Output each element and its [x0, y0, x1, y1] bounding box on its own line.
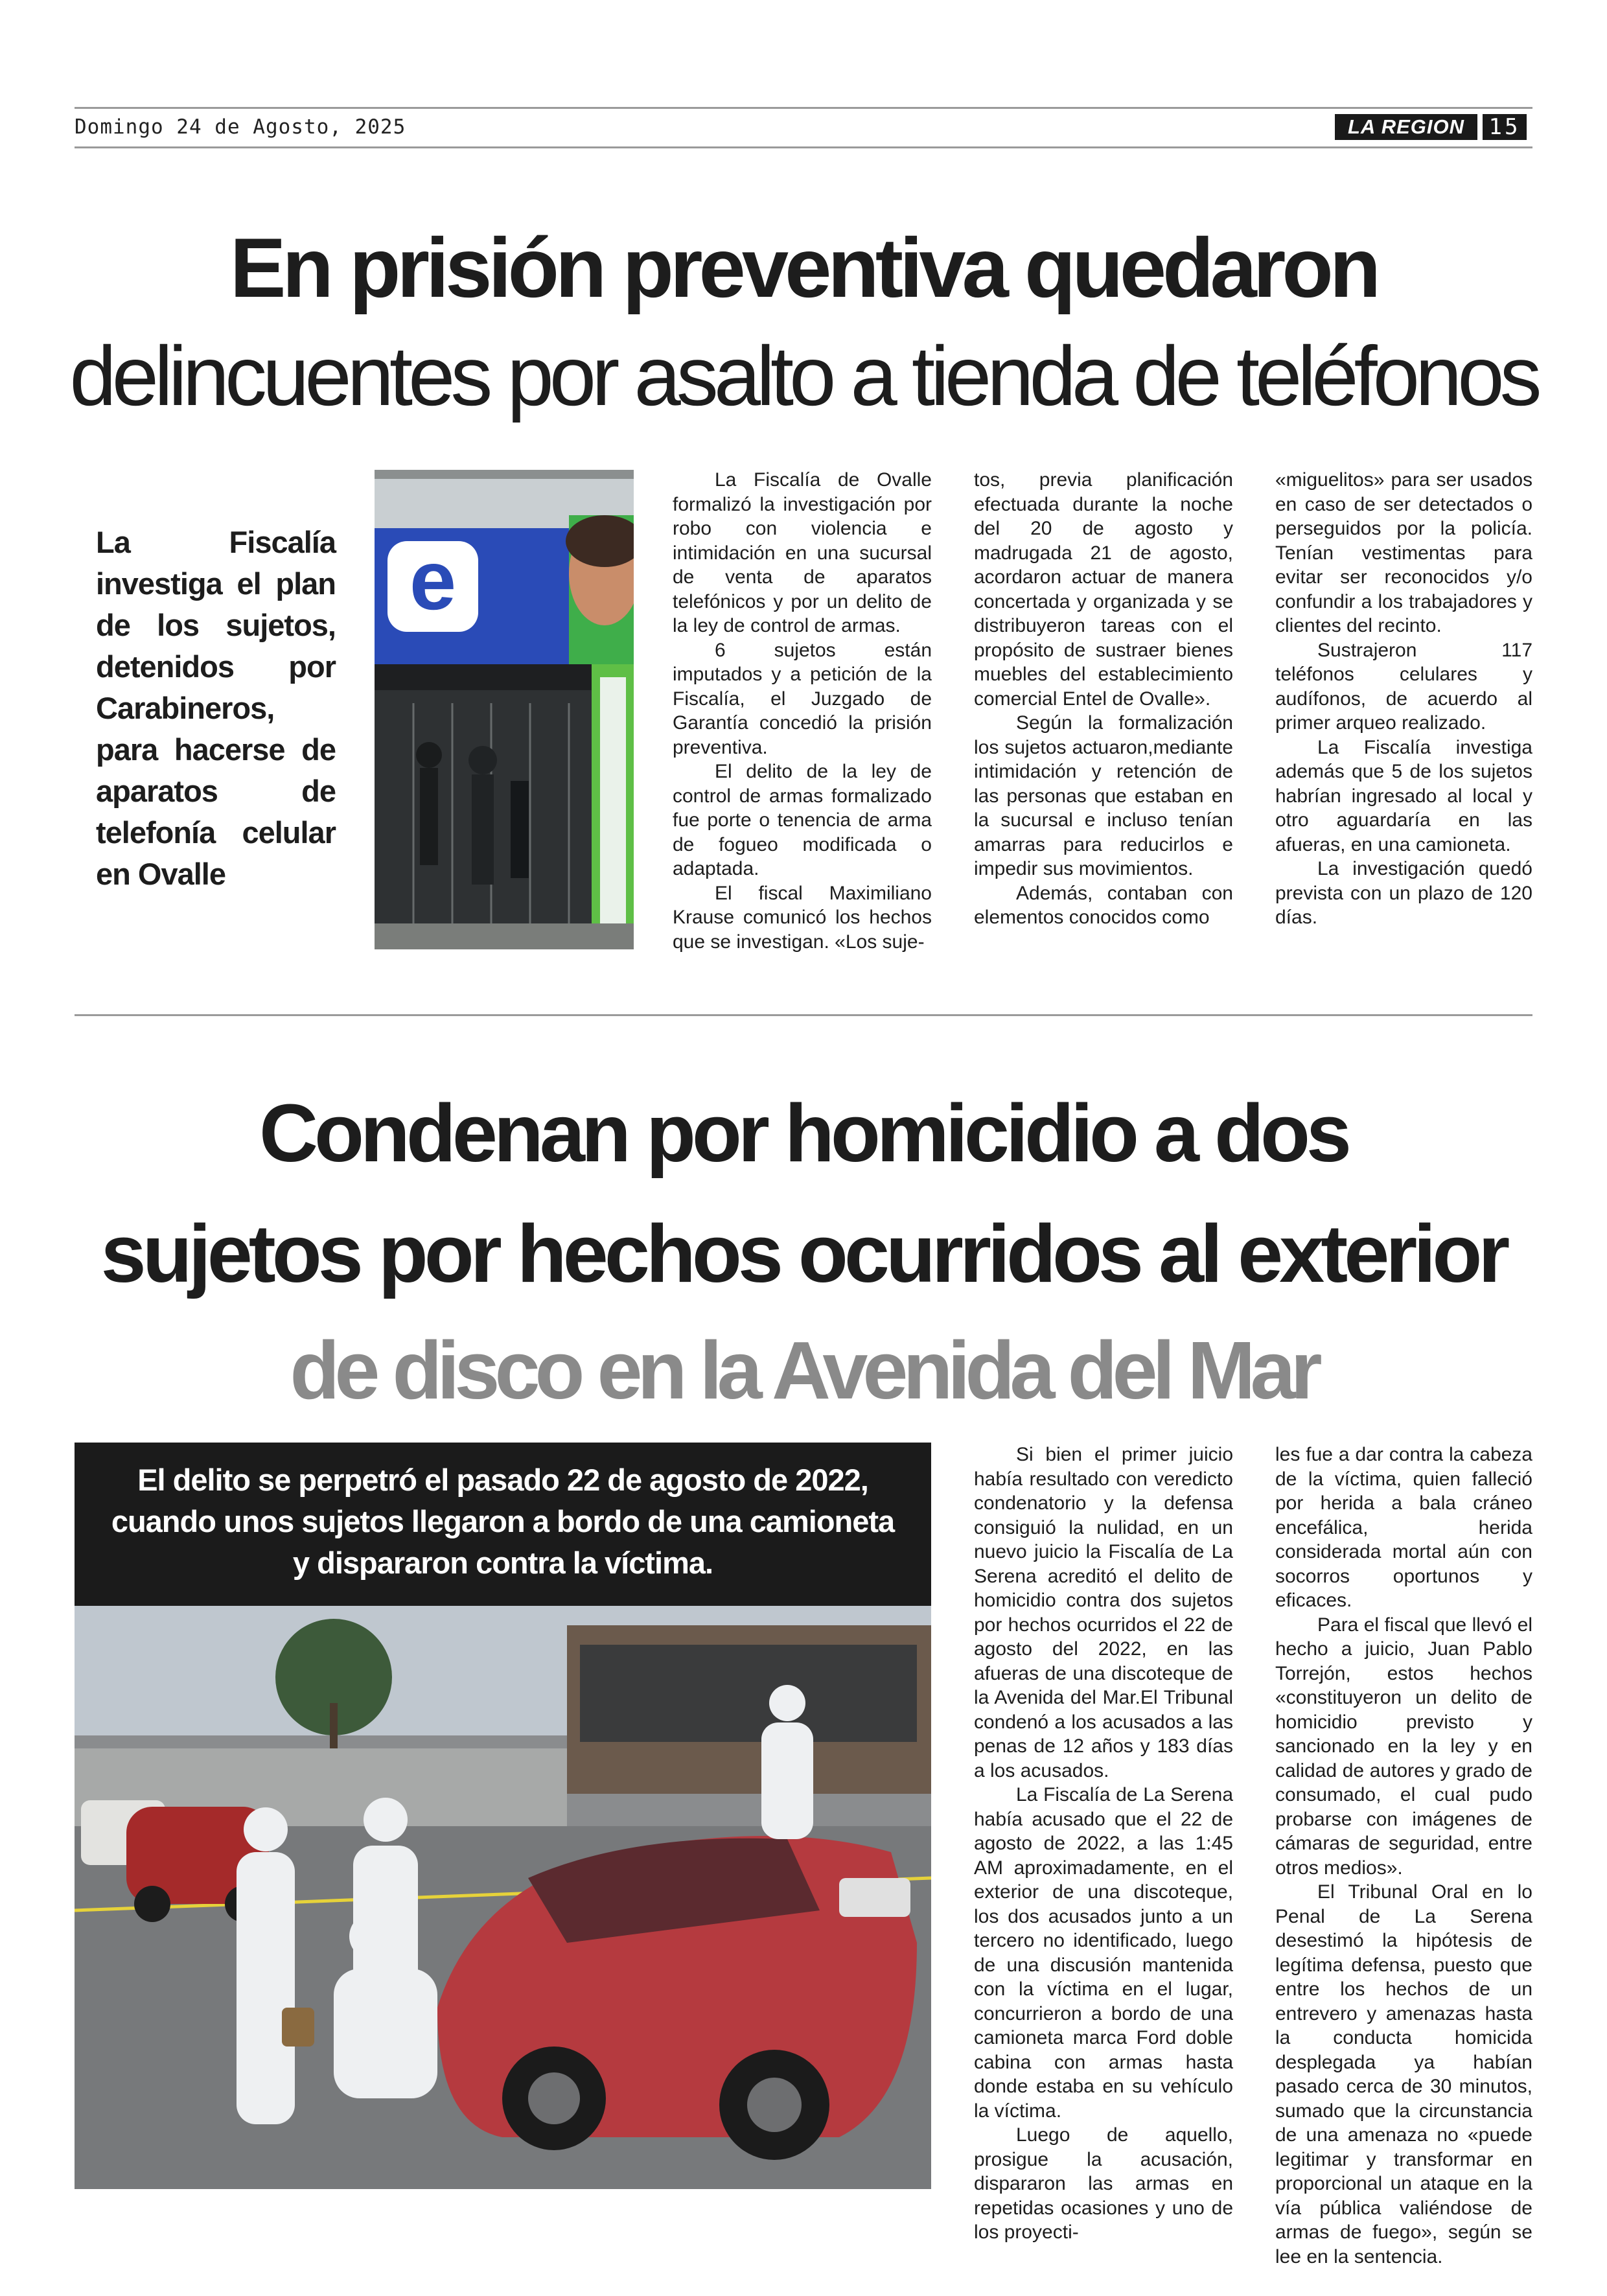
page-number: 15 [1483, 114, 1527, 140]
paragraph: La Fiscalía de La Serena había acusado que el 22 de agosto de 2022, a las 1:45 AM aproximadamente, en el exterior de una discoteque, los dos acusados junto a un tercero no identificado, luego de una discusión mantenida con la víctima en el lugar, concurrieron a bordo de una camioneta marca Ford doble cabina con armas hasta donde estaba en su vehículo la víctima. [974, 1784, 1233, 2122]
newspaper-brand: LA REGION [1335, 114, 1477, 140]
paragraph: «miguelitos» para ser usados en caso de ser detectados o perseguidos por la policía. Tenían vestimentas para evitar ser reconocidos y/o confundir a los trabajadores y clientes del recinto. [1275, 469, 1532, 636]
paragraph: El Tribunal Oral en lo Penal de La Serena desestimó la hipótesis de legítima defensa, puesto que entre los hechos de un entrevero y amenazas hasta la conducta homicida desplegada ya habían pasado cerca de 30 minutos, sumado que la circunstancia de una amenaza no «puede legitimar y transformar en proporcional un ataque en la vía pública valiéndose de armas de fuego», según se lee en la sentencia. [1275, 1881, 1532, 2267]
paragraph: tos, previa planificación efectuada durante la noche del 20 de agosto y madrugada 21 de agosto, acordaron actuar de manera concertada y organizada y se distribuyeron tareas con el propósito de sustraer bienes muebles del establecimiento comercial Entel de Ovalle». [974, 469, 1233, 710]
paragraph: Para el fiscal que llevó el hecho a juicio, Juan Pablo Torrejón, estos hechos «constituyeron un delito de homicidio previsto y sancionado en la ley y en calidad de autores y grado de consumado, el cual pudo probarse con imágenes de cámaras de seguridad, entre otros medios». [1275, 1614, 1532, 1879]
article2-headline-line2: sujetos por hechos ocurridos al exterior [100, 1208, 1507, 1299]
header-bottom-rule [75, 146, 1532, 148]
article1-headline-line2: delincuentes por asalto a tienda de teléfonos [69, 329, 1538, 423]
svg-text:e: e [409, 533, 457, 627]
article1-photo-store-front [375, 470, 634, 949]
article2-column-1 [974, 1443, 1233, 2245]
header-top-rule [75, 107, 1532, 109]
paragraph: Además, contaban con elementos conocidos como [974, 882, 1233, 928]
paragraph: Sustrajeron 117 teléfonos celulares y audífonos, de acuerdo al primer arqueo realizado. [1275, 639, 1532, 734]
section-divider [75, 1014, 1532, 1016]
paragraph: La investigación quedó prevista con un plazo de 120 días. [1275, 858, 1532, 928]
paragraph: El delito de la ley de control de armas formalizado fue porte o tenencia de arma de fogueo modificada o adaptada. [673, 761, 932, 879]
article1-headline-line1: En prisión preventiva quedaron [229, 220, 1378, 315]
paragraph: Si bien el primer juicio había resultado con veredicto condenatorio y la defensa consiguió la nulidad, en un nuevo juicio la Fiscalía de La Serena acreditó el delito de homicidio contra dos sujetos por hechos ocurridos el 22 de agosto del 2022, en las afueras de una discoteque de la Avenida del Mar.El Tribunal condenó a los acusados a las penas de 12 años y 183 días a los acusados. [974, 1444, 1233, 1781]
article1-deck: La Fiscalía investiga el plan de los sujetos, detenidos por Carabineros, para hacerse de aparatos de telefonía celular en Ovalle [96, 525, 336, 891]
article1-column-2 [974, 468, 1233, 930]
issue-date: Domingo 24 de Agosto, 2025 [75, 115, 406, 139]
article1-column-3 [1275, 468, 1532, 930]
paragraph: Luego de aquello, prosigue la acusación, dispararon las armas en repetidas ocasiones y uno de los proyecti- [974, 2124, 1233, 2243]
paragraph: Según la formalización los sujetos actuaron,mediante intimidación y retención de las personas que estaban en la sucursal e incluso tenían amarras para reducirlos e impedir sus movimientos. [974, 712, 1233, 879]
article2-headline-line1: Condenan por homicidio a dos [259, 1087, 1348, 1179]
paragraph: les fue a dar contra la cabeza de la víctima, quien falleció por herida a bala cráneo encefálica, herida considerada mortal aún con socorros oportunos y eficaces. [1275, 1444, 1532, 1611]
article2-caption-box: El delito se perpetró el pasado 22 de agosto de 2022, cuando unos sujetos llegaron a bordo de una camioneta y dispararon contra la víctima. [75, 1443, 931, 1606]
paragraph: 6 sujetos están imputados y a petición de la Fiscalía, el Juzgado de Garantía concedió la prisión preventiva. [673, 639, 932, 758]
paragraph: La Fiscalía de Ovalle formalizó la investigación por robo con violencia e intimidación en una sucursal de venta de aparatos telefónicos y por un delito de la ley de control de armas. [673, 469, 932, 636]
article2-photo-crime-scene [75, 1606, 931, 2189]
article2-column-2 [1275, 1443, 1532, 2269]
article1-column-1 [673, 468, 932, 954]
article2-headline-line3: de disco en la Avenida del Mar [290, 1325, 1317, 1416]
paragraph: La Fiscalía investiga además que 5 de los sujetos habrían ingresado al local y otro aguardaría en las afueras, en una camioneta. [1275, 736, 1532, 855]
paragraph: El fiscal Maximiliano Krause comunicó los hechos que se investigan. «Los suje- [673, 882, 932, 953]
